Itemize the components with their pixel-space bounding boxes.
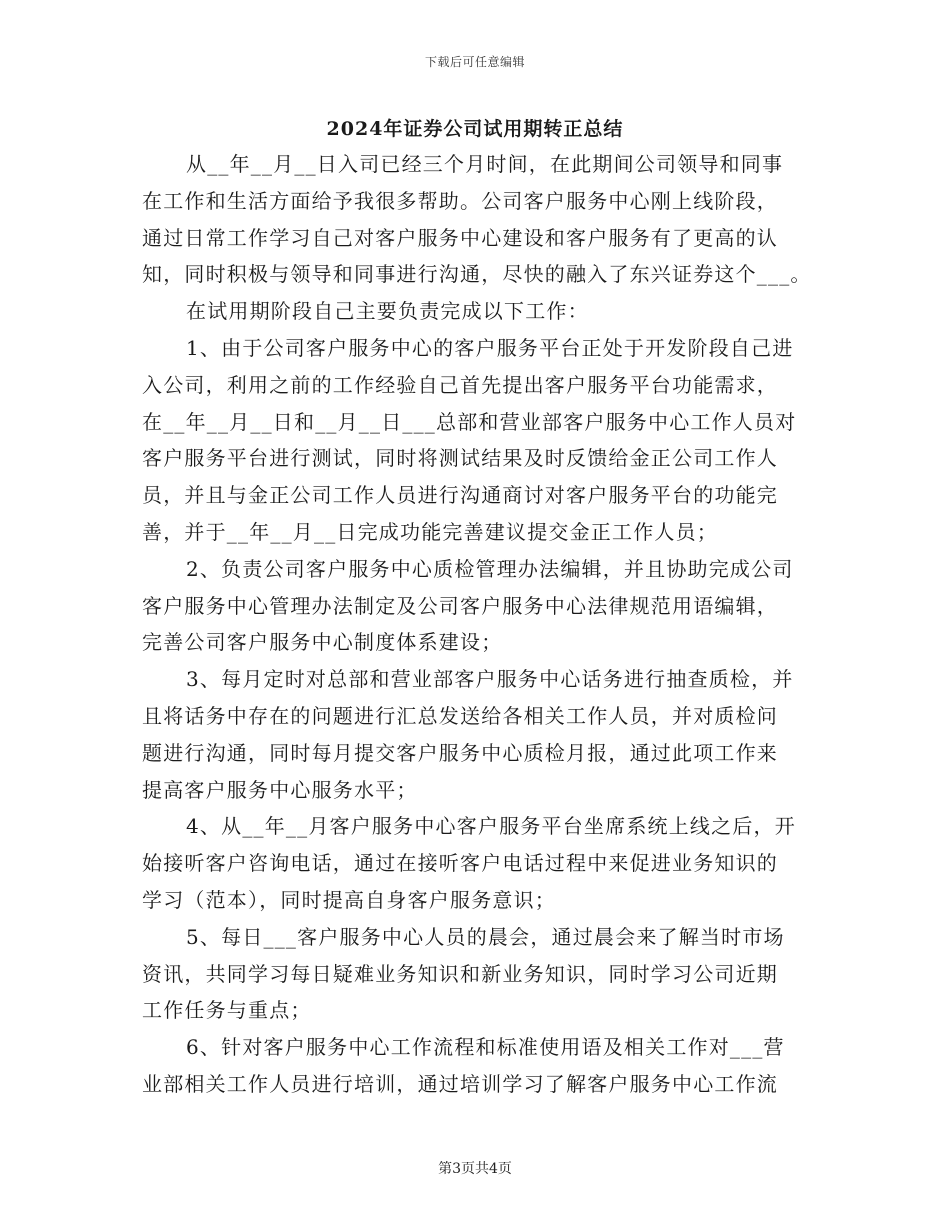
body-line: 学习（范本），同时提高自身客户服务意识； xyxy=(142,887,556,912)
body-line: 在__年__月__日和__月__日___总部和营业部客户服务中心工作人员对 xyxy=(142,409,797,434)
page-footer: 第3页共4页 xyxy=(438,1161,512,1177)
document-title: 2024年证券公司试用期转正总结 xyxy=(326,118,624,140)
body-line: 员，并且与金正公司工作人员进行沟通商讨对客户服务平台的功能完 xyxy=(142,483,778,508)
body-line: 1、由于公司客户服务中心的客户服务平台正处于开发阶段自己进 xyxy=(186,335,794,360)
body-line: 完善公司客户服务中心制度体系建设； xyxy=(142,630,503,655)
body-line: 资讯，共同学习每日疑难业务知识和新业务知识，同时学习公司近期 xyxy=(142,961,778,986)
body-line: 通过日常工作学习自己对客户服务中心建设和客户服务有了更高的认 xyxy=(142,225,778,250)
body-line: 提高客户服务中心服务水平； xyxy=(142,777,418,802)
document-body xyxy=(142,146,820,1103)
body-line: 且将话务中存在的问题进行汇总发送给各相关工作人员，并对质检问 xyxy=(142,703,778,728)
body-line: 善，并于__年__月__日完成功能完善建议提交金正工作人员； xyxy=(142,519,718,544)
body-line: 在试用期阶段自己主要负责完成以下工作： xyxy=(186,299,589,324)
body-line: 题进行沟通，同时每月提交客户服务中心质检月报，通过此项工作来 xyxy=(142,740,778,765)
body-line: 始接听客户咨询电话，通过在接听客户电话过程中来促进业务知识的 xyxy=(142,851,778,876)
body-line: 工作任务与重点； xyxy=(142,998,312,1023)
body-line: 2、负责公司客户服务中心质检管理办法编辑，并且协助完成公司 xyxy=(186,556,794,581)
body-line: 知，同时积极与领导和同事进行沟通，尽快的融入了东兴证券这个___。 xyxy=(142,262,812,287)
body-line: 在工作和生活方面给予我很多帮助。公司客户服务中心刚上线阶段， xyxy=(142,188,778,213)
body-line: 客户服务中心管理办法制定及公司客户服务中心法律规范用语编辑， xyxy=(142,593,778,618)
body-line: 6、针对客户服务中心工作流程和标准使用语及相关工作对___营 xyxy=(186,1035,785,1060)
body-line: 4、从__年__月客户服务中心客户服务平台坐席系统上线之后，开 xyxy=(186,814,796,839)
body-line: 5、每日___客户服务中心人员的晨会，通过晨会来了解当时市场 xyxy=(186,924,785,949)
body-line: 入公司，利用之前的工作经验自己首先提出客户服务平台功能需求， xyxy=(142,372,778,397)
body-line: 3、每月定时对总部和营业部客户服务中心话务进行抽查质检，并 xyxy=(186,667,794,692)
body-line: 从__年__月__日入司已经三个月时间，在此期间公司领导和同事 xyxy=(186,152,784,176)
header-note: 下载后可任意编辑 xyxy=(424,55,525,69)
body-line: 客户服务平台进行测试，同时将测试结果及时反馈给金正公司工作人 xyxy=(142,446,778,471)
body-line: 业部相关工作人员进行培训，通过培训学习了解客户服务中心工作流 xyxy=(142,1071,778,1096)
